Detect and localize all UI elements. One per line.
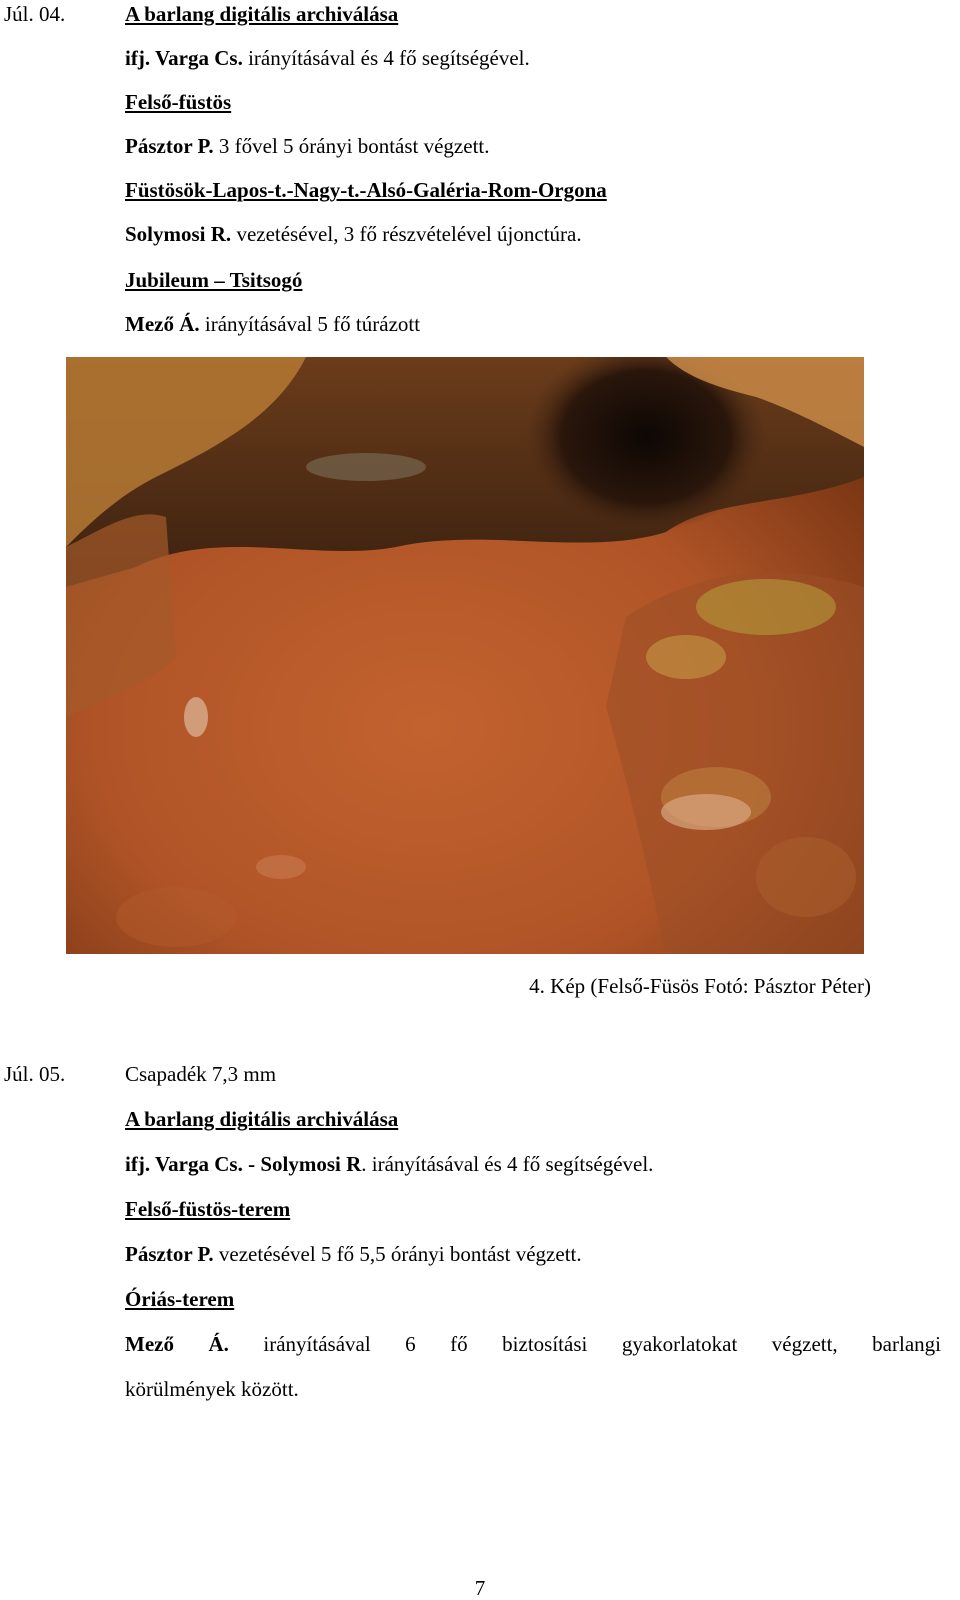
entry-date: Júl. 04.: [4, 2, 66, 26]
section-heading: A barlang digitális archiválása: [125, 1107, 399, 1131]
person-name: Solymosi R.: [125, 222, 232, 246]
entry-line: [125, 312, 420, 336]
entry-text: irányításával 6 fő biztosítási gyakorlatokat végzett, barlangi: [228, 1332, 941, 1356]
location-heading: Felső-füstös: [125, 90, 232, 114]
location-heading: Füstösök-Lapos-t.-Nagy-t.-Alsó-Galéria-Rom-Orgona: [125, 178, 607, 202]
entry-text: . irányításával és 4 fő segítségével.: [361, 1152, 654, 1176]
location-heading: Jubileum – Tsitsogó: [125, 268, 303, 292]
person-name: ifj. Varga Cs. - Solymosi R: [125, 1152, 362, 1176]
location-heading: Óriás-terem: [125, 1287, 235, 1311]
entry-text: 3 fővel 5 órányi bontást végzett.: [213, 134, 490, 158]
entry-text: körülmények között.: [125, 1377, 299, 1401]
entry-line-justified: [125, 1332, 941, 1356]
section-heading: A barlang digitális archiválása: [125, 2, 399, 26]
entry-line: [125, 134, 490, 158]
entry-line: [125, 1152, 653, 1176]
location-heading: Felső-füstös-terem: [125, 1197, 291, 1221]
entry-date: Júl. 05.: [4, 1062, 66, 1086]
entry-text: vezetésével, 3 fő részvételével újonctúra.: [231, 222, 582, 246]
person-name: ifj. Varga Cs.: [125, 46, 243, 70]
person-name: Pásztor P.: [125, 134, 214, 158]
page-number: 7: [474, 1576, 486, 1600]
entry-text: irányításával és 4 fő segítségével.: [242, 46, 530, 70]
entry-text: vezetésével 5 fő 5,5 órányi bontást végzett.: [213, 1242, 582, 1266]
entry-line: [125, 222, 582, 246]
cave-photo: [66, 357, 864, 954]
entry-text: irányításával 5 fő túrázott: [199, 312, 421, 336]
person-name: Pásztor P.: [125, 1242, 214, 1266]
person-name: Mező Á.: [125, 312, 200, 336]
entry-line: [125, 46, 530, 70]
precipitation-note: Csapadék 7,3 mm: [125, 1062, 277, 1086]
photo-caption: 4. Kép (Felső-Füsös Fotó: Pásztor Péter): [529, 974, 871, 998]
entry-line: [125, 1242, 582, 1266]
person-name: Mező Á.: [125, 1332, 229, 1356]
